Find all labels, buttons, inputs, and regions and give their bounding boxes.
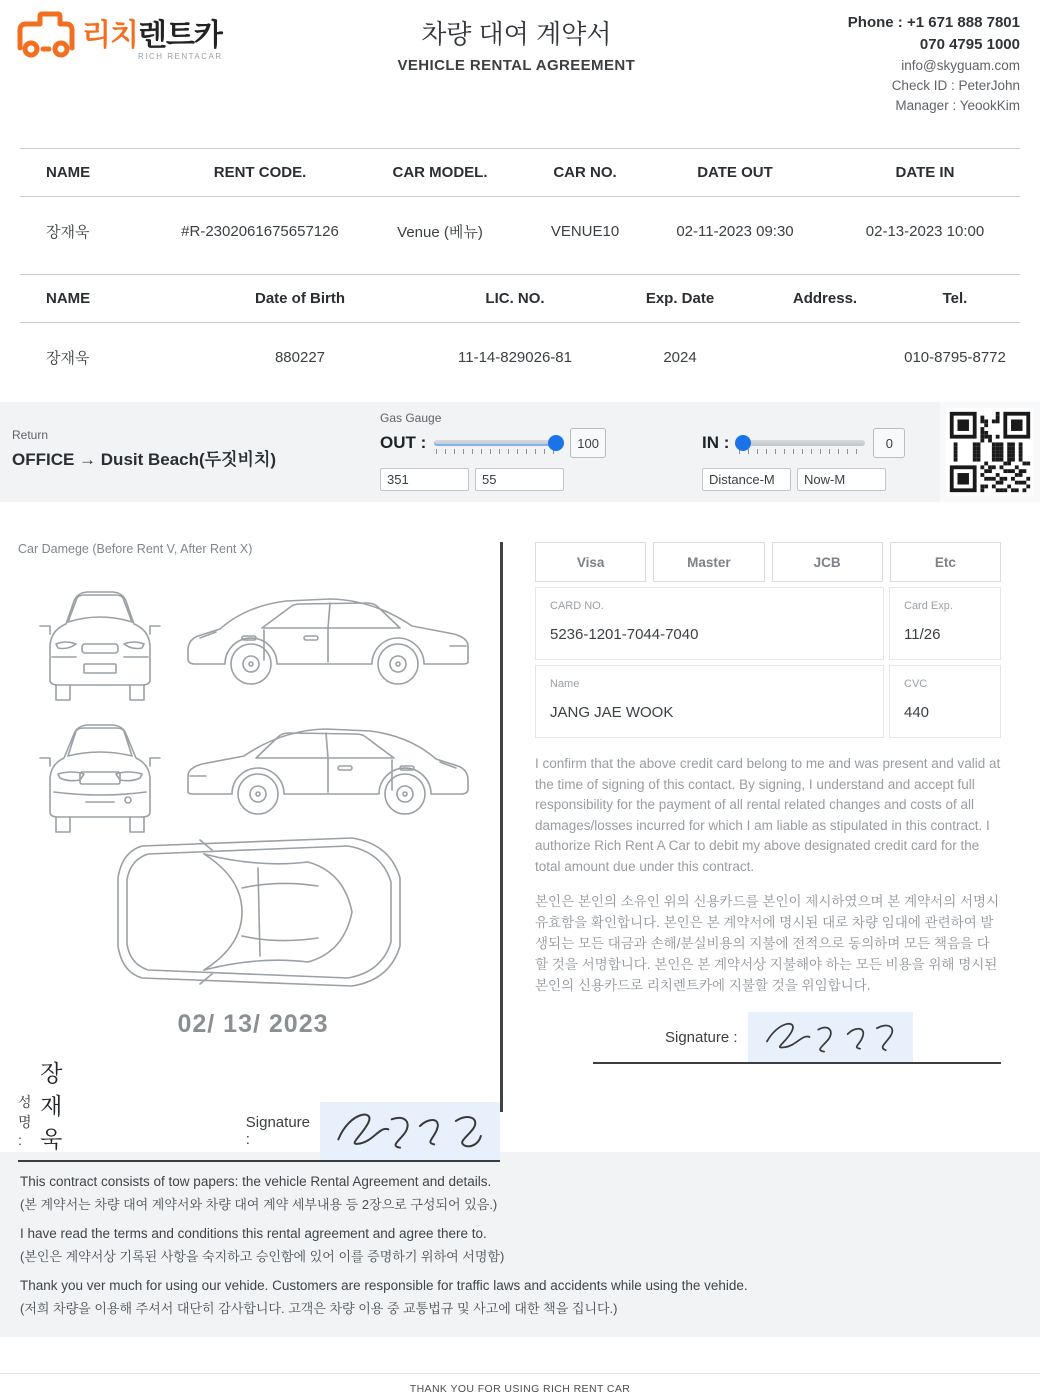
logo-text-black: 렌트카 (137, 19, 222, 52)
driver-dob: 880227 (274, 349, 326, 366)
card-name-label: Name (550, 678, 580, 690)
cardholder-signature-pad[interactable] (748, 1012, 913, 1062)
slider-track (737, 440, 865, 446)
driver-info-table (20, 275, 1020, 400)
col-lic-no: LIC. NO. (485, 290, 545, 307)
col-dob: Date of Birth (255, 290, 345, 307)
card-no-value: 5236-1201-7044-7040 (550, 626, 699, 643)
return-route: OFFICE → Dusit Beach(두짓비치) (12, 450, 277, 469)
gauge-out-value: 100 (570, 428, 606, 458)
page-header (0, 0, 1040, 148)
main-section (0, 542, 1040, 1152)
distance-out-input[interactable] (380, 468, 469, 491)
page-title-korean: 차량 대여 계약서 (421, 19, 612, 49)
car-damage-label: Car Damege (Before Rent V, After Rent X) (18, 542, 253, 556)
column-divider (500, 542, 503, 1112)
terms-line-en: Thank you ver much for using our vehide. Customers are responsible for traffic laws and accidents while using the vehide. (20, 1278, 748, 1293)
card-name-value: JANG JAE WOOK (550, 704, 674, 721)
col-rent-code: RENT CODE. (213, 164, 307, 181)
gas-gauge-band (0, 402, 1040, 502)
driver-name: 장재욱 (46, 350, 90, 367)
contact-info (810, 8, 1020, 116)
terms-item (20, 1226, 1020, 1265)
terms-line-en: This contract consists of tow papers: the vehicle Rental Agreement and details. (20, 1174, 492, 1189)
check-id: Check ID : PeterJohn (891, 78, 1020, 93)
slider-ticks (436, 449, 560, 454)
manager-name: Manager : YeookKim (895, 98, 1020, 113)
terms-line-kr: (저희 차량을 이용해 주셔서 대단히 감사합니다. 고객은 차량 이용 중 교통법규 및 사고에 대한 책을 집니다.) (20, 1301, 618, 1316)
card-exp-label: Card Exp. (904, 600, 953, 612)
date-out: 02-11-2023 09:30 (676, 223, 794, 240)
col-date-out: DATE OUT (697, 164, 773, 181)
slider-thumb[interactable] (548, 435, 564, 451)
rent-code: #R-2302061675657126 (181, 223, 339, 240)
now-in-input[interactable] (797, 468, 886, 491)
col-name: NAME (46, 290, 91, 307)
car-damage-diagram[interactable] (18, 556, 500, 996)
card-details (535, 587, 1001, 738)
signature-label: Signature : (665, 1029, 738, 1046)
confirmation-text-english: I confirm that the above credit card belong to me and was present and valid at the time of signing of this contact. By signing, I understand and accept full responsibility for the payment of all rental related changes and costs of all damages/losses incurred for which I am liable as stipulated in this contract. I authorize Rich Rent A Car to debit my above designated credit card for the total amount due under this contract. (535, 756, 1001, 874)
phone-number-2: 070 4795 1000 (919, 36, 1020, 53)
terms-line-en: I have read the terms and conditions this rental agreement and agree there to. (20, 1226, 487, 1241)
renter-signature-image (320, 1106, 500, 1156)
tab-jcb[interactable]: JCB (772, 542, 883, 582)
cardholder-signature-row (593, 1012, 1001, 1064)
slider-ticks (739, 449, 863, 454)
email-address: info@skyguam.com (901, 58, 1020, 73)
page-title-english: VEHICLE RENTAL AGREEMENT (397, 57, 636, 74)
car-no: VENUE10 (550, 223, 620, 240)
renter-name: 장재욱 (46, 224, 90, 241)
date-in: 02-13-2023 10:00 (865, 223, 985, 240)
return-date: 02/ 13/ 2023 (177, 1010, 329, 1038)
col-address: Address. (792, 290, 858, 307)
logo-text-orange: 리치 (82, 19, 138, 52)
col-car-no: CAR NO. (553, 164, 617, 181)
cvc-label: CVC (904, 678, 928, 690)
rent-table-header-row (20, 149, 1020, 197)
col-date-in: DATE IN (895, 164, 955, 181)
car-top-view (108, 828, 408, 996)
gauge-in-label: IN : (701, 433, 730, 452)
cvc-value: 440 (904, 704, 930, 721)
car-damage-column (0, 542, 500, 1152)
renter-signature-pad[interactable] (320, 1102, 500, 1160)
distance-in-input[interactable] (702, 468, 791, 491)
card-type-tabs (535, 542, 1001, 582)
company-logo (14, 10, 223, 61)
tab-visa[interactable]: Visa (535, 542, 646, 582)
cardholder-signature-image (755, 1015, 905, 1059)
gauge-in-value: 0 (873, 428, 905, 458)
driver-address (760, 323, 890, 401)
gauge-in-slider[interactable] (737, 435, 865, 451)
car-rear-view (32, 716, 168, 838)
card-no-label: CARD NO. (550, 600, 604, 612)
confirmation-text-korean: 본인은 본인의 소유인 위의 신용카드를 본인이 제시하였으며 본 계약서의 서명시 유효함을 확인합니다. 본인은 본 계약서에 명시된 대로 차량 임대에 관련하여 발생되는 모든 대금과 손해/분실비용의 지불에 전적으로 동의하며 모든 책음을 다할 것을 서명합니다. 본인은 본 계약서상 지불해야 하는 모든 비용을 위해 명시된 본인의 신용카드로 리치렌트카에 지불할 것을 위임합니다. (535, 894, 1000, 993)
col-car-model: CAR MODEL. (392, 164, 488, 181)
tab-etc[interactable]: Etc (890, 542, 1001, 582)
phone-number-1: Phone : +1 671 888 7801 (847, 14, 1020, 31)
footer-text: THANK YOU FOR USING RICH RENT CAR (409, 1383, 631, 1395)
gauge-out-label: OUT : (380, 433, 427, 452)
renter-signature-row (18, 1055, 500, 1162)
signature-label: Signature : (245, 1114, 310, 1148)
name-label: 성명 : (18, 1094, 32, 1148)
col-exp-date: Exp. Date (645, 290, 715, 307)
gas-gauge-label: Gas Gauge (380, 411, 442, 425)
driver-exp-date: 2024 (663, 349, 697, 366)
slider-track (434, 440, 562, 446)
terms-line-kr: (본 계약서는 차량 대여 계약서와 차량 대여 계약 세부내용 등 2장으로 구성되어 있음.) (20, 1197, 498, 1212)
driver-lic-no: 11-14-829026-81 (458, 349, 572, 366)
car-side-view-2 (178, 708, 478, 830)
logo-subtext: RICH RENTACAR (137, 52, 223, 61)
driver-table-header-row (20, 275, 1020, 323)
col-name: NAME (46, 164, 91, 181)
car-front-view (32, 584, 168, 706)
driver-table-row (20, 323, 1020, 401)
qr-code (940, 402, 1040, 502)
renter-name-value: 장재욱 (40, 1060, 63, 1152)
return-label: Return (12, 428, 49, 442)
rent-table-row (20, 197, 1020, 275)
terms-line-kr: (본인은 계약서상 기록된 사항을 숙지하고 승인함에 있어 이를 증명하기 위하여 서명함) (20, 1249, 505, 1264)
tab-master[interactable]: Master (653, 542, 764, 582)
gauge-out-slider[interactable] (434, 435, 562, 451)
car-model: Venue (베뉴) (397, 224, 483, 241)
now-out-input[interactable] (475, 468, 564, 491)
col-tel: Tel. (942, 290, 968, 307)
car-logo-icon (14, 10, 78, 60)
terms-item (20, 1278, 1020, 1317)
terms-panel (0, 1152, 1040, 1337)
payment-column (535, 542, 1001, 1114)
rent-info-table (20, 148, 1020, 275)
footer-divider (0, 1373, 1040, 1374)
driver-tel: 010-8795-8772 (904, 349, 1006, 366)
car-side-view-1 (178, 578, 478, 700)
terms-item (20, 1174, 1020, 1213)
card-exp-value: 11/26 (904, 626, 941, 643)
